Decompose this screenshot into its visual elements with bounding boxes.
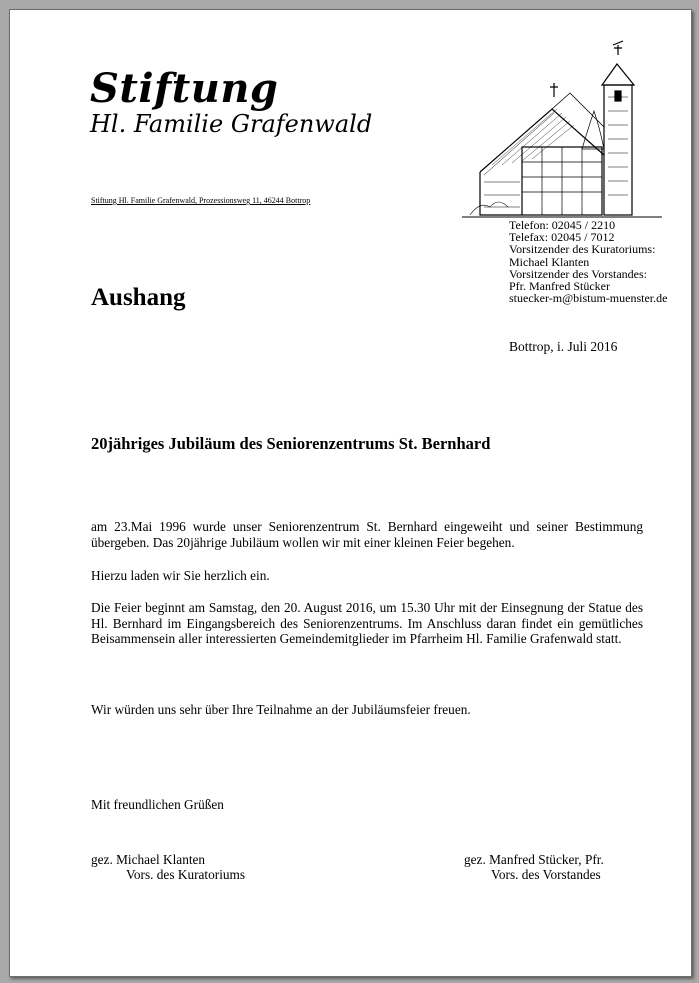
- signature-role: Vors. des Vorstandes: [491, 867, 601, 882]
- document-page: [9, 9, 692, 977]
- contact-exec-chair-name: Pfr. Manfred Stücker: [509, 279, 610, 294]
- contact-fax: Telefax: 02045 / 7012: [509, 230, 615, 245]
- signature-name: gez. Manfred Stücker, Pfr.: [464, 852, 604, 867]
- contact-board-chair-label: Vorsitzender des Kuratoriums:: [509, 242, 656, 257]
- document-date: Bottrop, i. Juli 2016: [509, 339, 618, 354]
- contact-block: [509, 219, 667, 304]
- body-paragraph: am 23.Mai 1996 wurde unser Seniorenzentrum St. Bernhard eingeweiht und seiner Bestimmung übergeben. Das 20jährige Jubiläum wollen wir mit einer kleinen Feier begehen.: [91, 519, 643, 550]
- letterhead-subtitle: Hl. Familie Grafenwald: [90, 110, 373, 138]
- signature-role: Vors. des Kuratoriums: [126, 867, 246, 882]
- contact-email: stuecker-m@bistum-muenster.de: [509, 291, 668, 306]
- signature-name: gez. Michael Klanten: [91, 852, 206, 867]
- body-paragraph: Hierzu laden wir Sie herzlich ein.: [91, 568, 270, 583]
- letterhead-title: Stiftung: [90, 65, 279, 112]
- document-title: Aushang: [91, 284, 186, 311]
- sender-address-line: Stiftung Hl. Familie Grafenwald, Prozessionsweg 11, 46244 Bottrop: [91, 196, 311, 205]
- subject-heading: 20jähriges Jubiläum des Seniorenzentrums St. Bernhard: [91, 434, 491, 453]
- contact-exec-chair-label: Vorsitzender des Vorstandes:: [509, 266, 647, 281]
- contact-phone: Telefon: 02045 / 2210: [509, 218, 616, 232]
- contact-board-chair-name: Michael Klanten: [509, 254, 590, 269]
- church-drawing: [462, 37, 662, 219]
- body-paragraph: Die Feier beginnt am Samstag, den 20. August 2016, um 15.30 Uhr mit der Einsegnung der Statue des Hl. Bernhard im Eingangsbereich des Seniorenzentrums. Im Anschluss daran findet ein gemütliches Beisammensein aller interessierten Gemeindemitglieder im Pfarrheim Hl. Familie Grafenwald statt.: [91, 600, 643, 646]
- closing-salutation: Mit freundlichen Grüßen: [91, 797, 224, 812]
- body-paragraph: Wir würden uns sehr über Ihre Teilnahme an der Jubiläumsfeier freuen.: [91, 702, 471, 717]
